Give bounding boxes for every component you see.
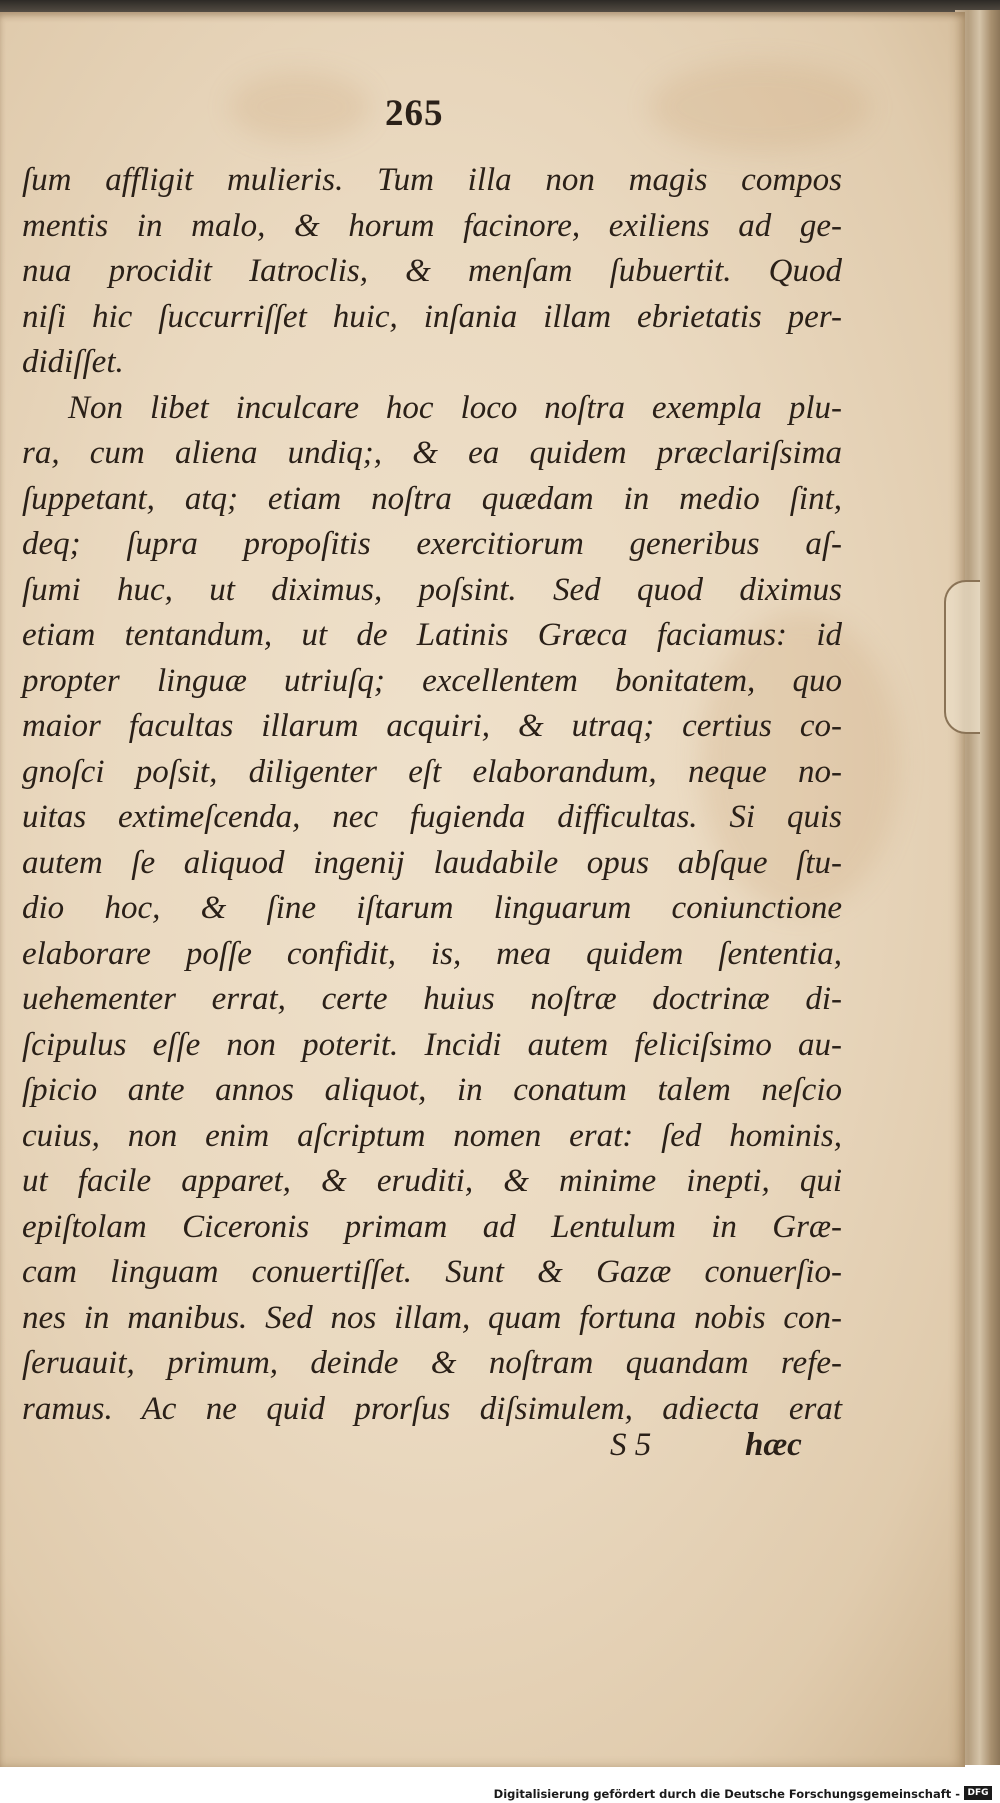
- text-line: ſeruauit, primum, deinde & noſtram quandam refe-: [22, 1345, 842, 1381]
- text-line: nes in manibus. Sed nos illam, quam fortuna nobis con-: [22, 1299, 842, 1336]
- text-line: ramus. Ac ne quid prorſus diſsimulem, adiecta erat: [22, 1390, 842, 1427]
- text-line: autem ſe aliquod ingenij laudabile opus abſque ſtu-: [22, 844, 842, 881]
- text-line: niſi hic ſuccurriſſet huic, inſania illam ebrietatis per-: [22, 298, 842, 335]
- page-number: 265: [385, 93, 444, 134]
- text-line: cuius, non enim aſcriptum nomen erat: ſed hominis,: [22, 1117, 842, 1154]
- text-line: nua procidit Iatroclis, & menſam ſubuertit. Quod: [22, 253, 842, 289]
- text-line: ſcipulus eſſe non poterit. Incidi autem feliciſsimo au-: [22, 1026, 842, 1063]
- text-line: maior facultas illarum acquiri, & utraq; certius co-: [22, 708, 842, 744]
- text-line: ſumi huc, ut diximus, poſsint. Sed quod diximus: [22, 571, 842, 608]
- page-tab-marker: [944, 580, 980, 734]
- text-line: cam linguam conuertiſſet. Sunt & Gazæ conuerſio-: [22, 1254, 842, 1290]
- text-line: ſuppetant, atq; etiam noſtra quædam in medio ſint,: [22, 480, 842, 517]
- text-line: ſpicio ante annos aliquot, in conatum talem neſcio: [22, 1072, 842, 1108]
- catchword: hæc: [745, 1427, 802, 1463]
- body-text: [22, 158, 842, 1432]
- text-line: uitas extimeſcenda, nec fugienda difficultas. Si quis: [22, 799, 842, 835]
- text-line: ut facile apparet, & eruditi, & minime inepti, qui: [22, 1163, 842, 1199]
- footer-credit: Digitalisierung gefördert durch die Deutsche Forschungsgemeinschaft -: [493, 1787, 960, 1801]
- text-line: elaborare poſſe confidit, is, mea quidem ſententia,: [22, 935, 842, 972]
- paper-stain: [230, 72, 370, 142]
- signature-mark: S 5: [610, 1427, 652, 1463]
- text-line: mentis in malo, & horum facinore, exiliens ad ge-: [22, 207, 842, 244]
- text-line: etiam tentandum, ut de Latinis Græca faciamus: id: [22, 617, 842, 653]
- text-line: Non libet inculcare hoc loco noſtra exempla plu-: [68, 389, 842, 426]
- text-line: deq; ſupra propoſitis exercitiorum generibus aſ-: [22, 526, 842, 562]
- paper-stain: [650, 62, 870, 152]
- text-line: epiſtolam Ciceronis primam ad Lentulum in Græ-: [22, 1208, 842, 1245]
- text-line: ra, cum aliena undiq;, & ea quidem præclariſsima: [22, 435, 842, 471]
- text-line: uehementer errat, certe huius noſtræ doctrinæ di-: [22, 981, 842, 1017]
- text-line: propter linguæ utriuſq; excellentem bonitatem, quo: [22, 662, 842, 699]
- text-line: ſum affligit mulieris. Tum illa non magis compos: [22, 162, 842, 198]
- dfg-logo: DFG: [964, 1786, 992, 1800]
- text-line: dio hoc, & ſine iſtarum linguarum coniunctione: [22, 890, 842, 926]
- text-line: didiſſet.: [22, 344, 124, 380]
- text-line: gnoſci poſsit, diligenter eſt elaborandum, neque no-: [22, 753, 842, 790]
